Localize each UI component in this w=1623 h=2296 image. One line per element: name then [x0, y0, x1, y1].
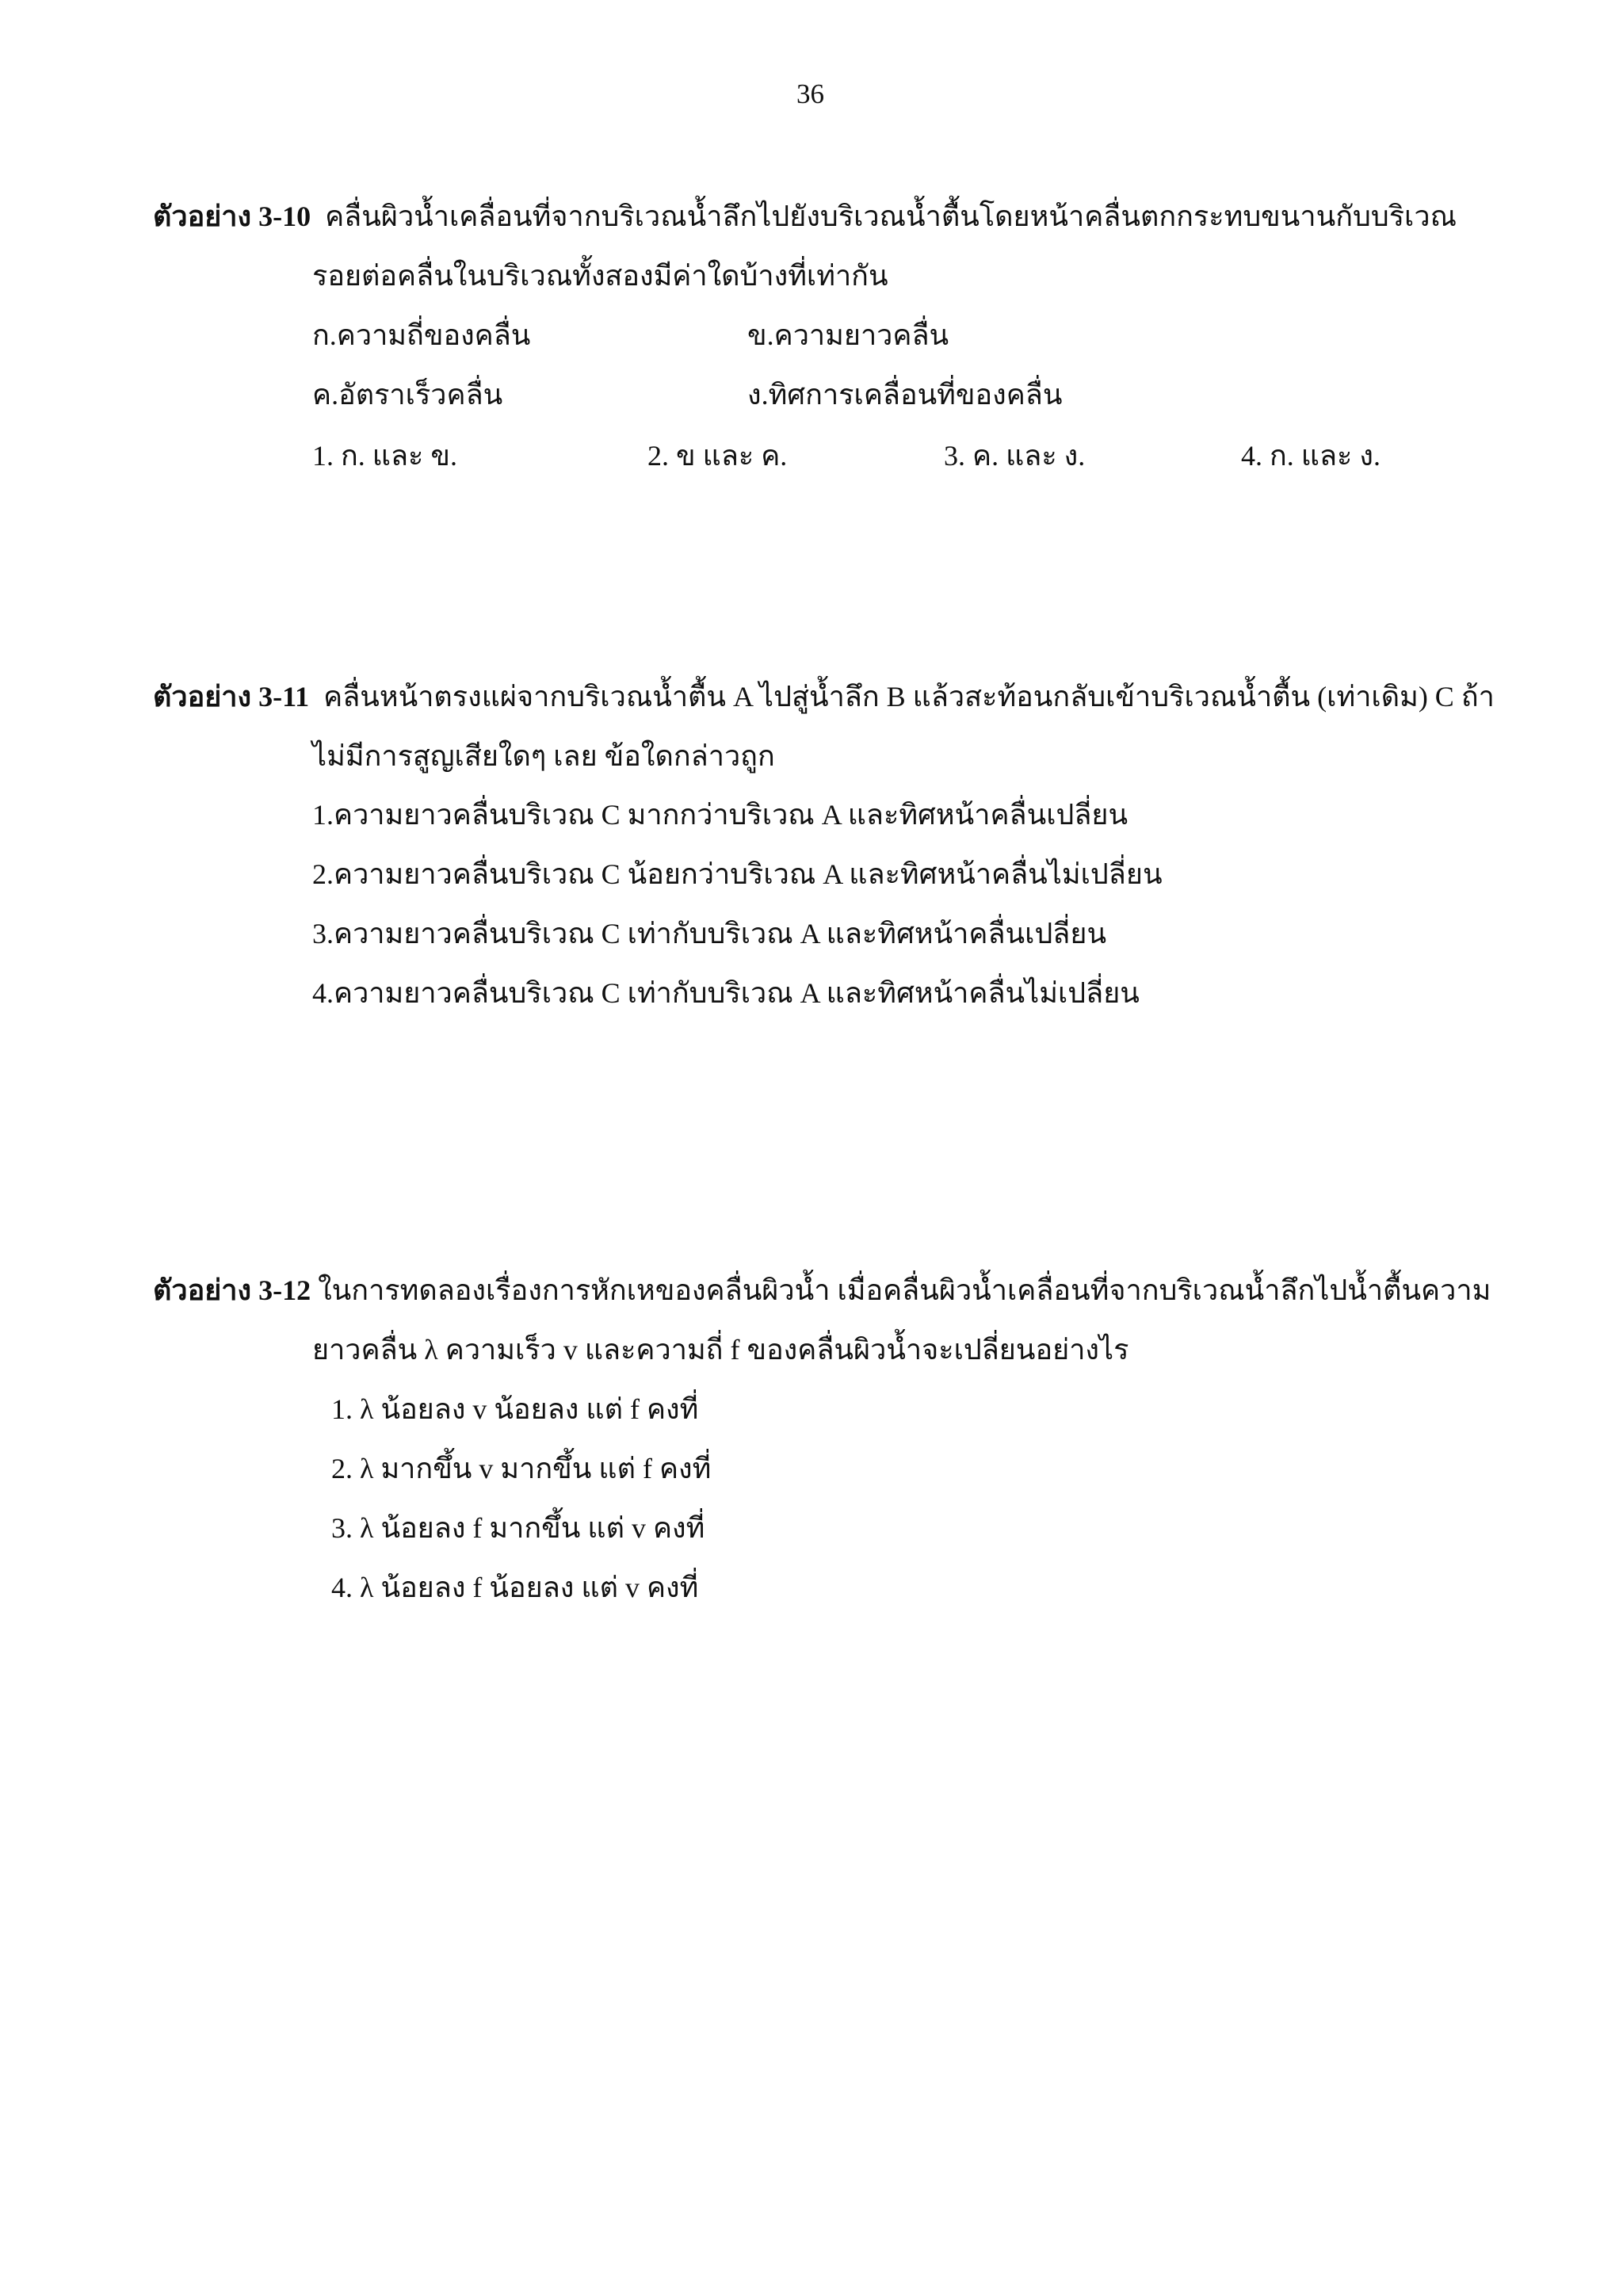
question-stem-line	[153, 202, 1457, 231]
choice-1: 1.ความยาวคลื่นบริเวณ C มากกว่าบริเวณ A และทิศหน้าคลื่นเปลี่ยน	[312, 799, 1128, 831]
item-c: ค.อัตราเร็วคลื่น	[312, 379, 503, 411]
question-label: ตัวอย่าง 3-11	[153, 681, 310, 712]
item-a: ก.ความถี่ของคลื่น	[312, 319, 531, 351]
item-b: ข.ความยาวคลื่น	[747, 319, 949, 351]
choice-3: 3. ค. และ ง.	[944, 440, 1086, 472]
question-stem-text: คลื่นหน้าตรงแผ่จากบริเวณน้ำตื้น A ไปสู่น้ำลึก B แล้วสะท้อนกลับเข้าบริเวณน้ำตื้น (เท่าเดิม) C ถ้า	[323, 681, 1495, 712]
choice-1: 1. ก. และ ข.	[312, 440, 458, 472]
question-stem-text: คลื่นผิวน้ำเคลื่อนที่จากบริเวณน้ำลึกไปยังบริเวณน้ำตื้นโดยหน้าคลื่นตกกระทบขนานกับบริเวณ	[325, 201, 1457, 232]
choice-4: 4. λ น้อยลง f น้อยลง แต่ v คงที่	[331, 1572, 699, 1603]
question-label: ตัวอย่าง 3-10	[153, 201, 311, 232]
question-stem-line	[153, 1276, 1491, 1305]
question-stem-text: ในการทดลองเรื่องการหักเหของคลื่นผิวน้ำ เมื่อคลื่นผิวน้ำเคลื่อนที่จากบริเวณน้ำลึกไปน้ำตื้นความ	[318, 1274, 1491, 1306]
item-d: ง.ทิศการเคลื่อนที่ของคลื่น	[747, 379, 1063, 411]
choice-3: 3. λ น้อยลง f มากขึ้น แต่ v คงที่	[331, 1512, 705, 1544]
choice-1: 1. λ น้อยลง v น้อยลง แต่ f คงที่	[331, 1393, 699, 1425]
choice-3: 3.ความยาวคลื่นบริเวณ C เท่ากับบริเวณ A และทิศหน้าคลื่นเปลี่ยน	[312, 918, 1107, 949]
question-label: ตัวอย่าง 3-12	[153, 1274, 311, 1306]
question-stem-line	[153, 682, 1495, 711]
choice-2: 2.ความยาวคลื่นบริเวณ C น้อยกว่าบริเวณ A และทิศหน้าคลื่นไม่เปลี่ยน	[312, 858, 1163, 890]
question-stem-line-2: รอยต่อคลื่นในบริเวณทั้งสองมีค่าใดบ้างที่เท่ากัน	[312, 260, 888, 292]
choice-4: 4. ก. และ ง.	[1241, 440, 1381, 472]
choice-4: 4.ความยาวคลื่นบริเวณ C เท่ากับบริเวณ A และทิศหน้าคลื่นไม่เปลี่ยน	[312, 977, 1140, 1009]
question-stem-line-2: ไม่มีการสูญเสียใดๆ เลย ข้อใดกล่าวถูก	[312, 740, 775, 772]
choice-2: 2. ข และ ค.	[647, 440, 788, 472]
page-number: 36	[796, 78, 824, 109]
question-stem-line-2: ยาวคลื่น λ ความเร็ว v และความถี่ f ของคลื่นผิวน้ำจะเปลี่ยนอย่างไร	[312, 1334, 1129, 1366]
choice-2: 2. λ มากขึ้น v มากขึ้น แต่ f คงที่	[331, 1453, 712, 1484]
